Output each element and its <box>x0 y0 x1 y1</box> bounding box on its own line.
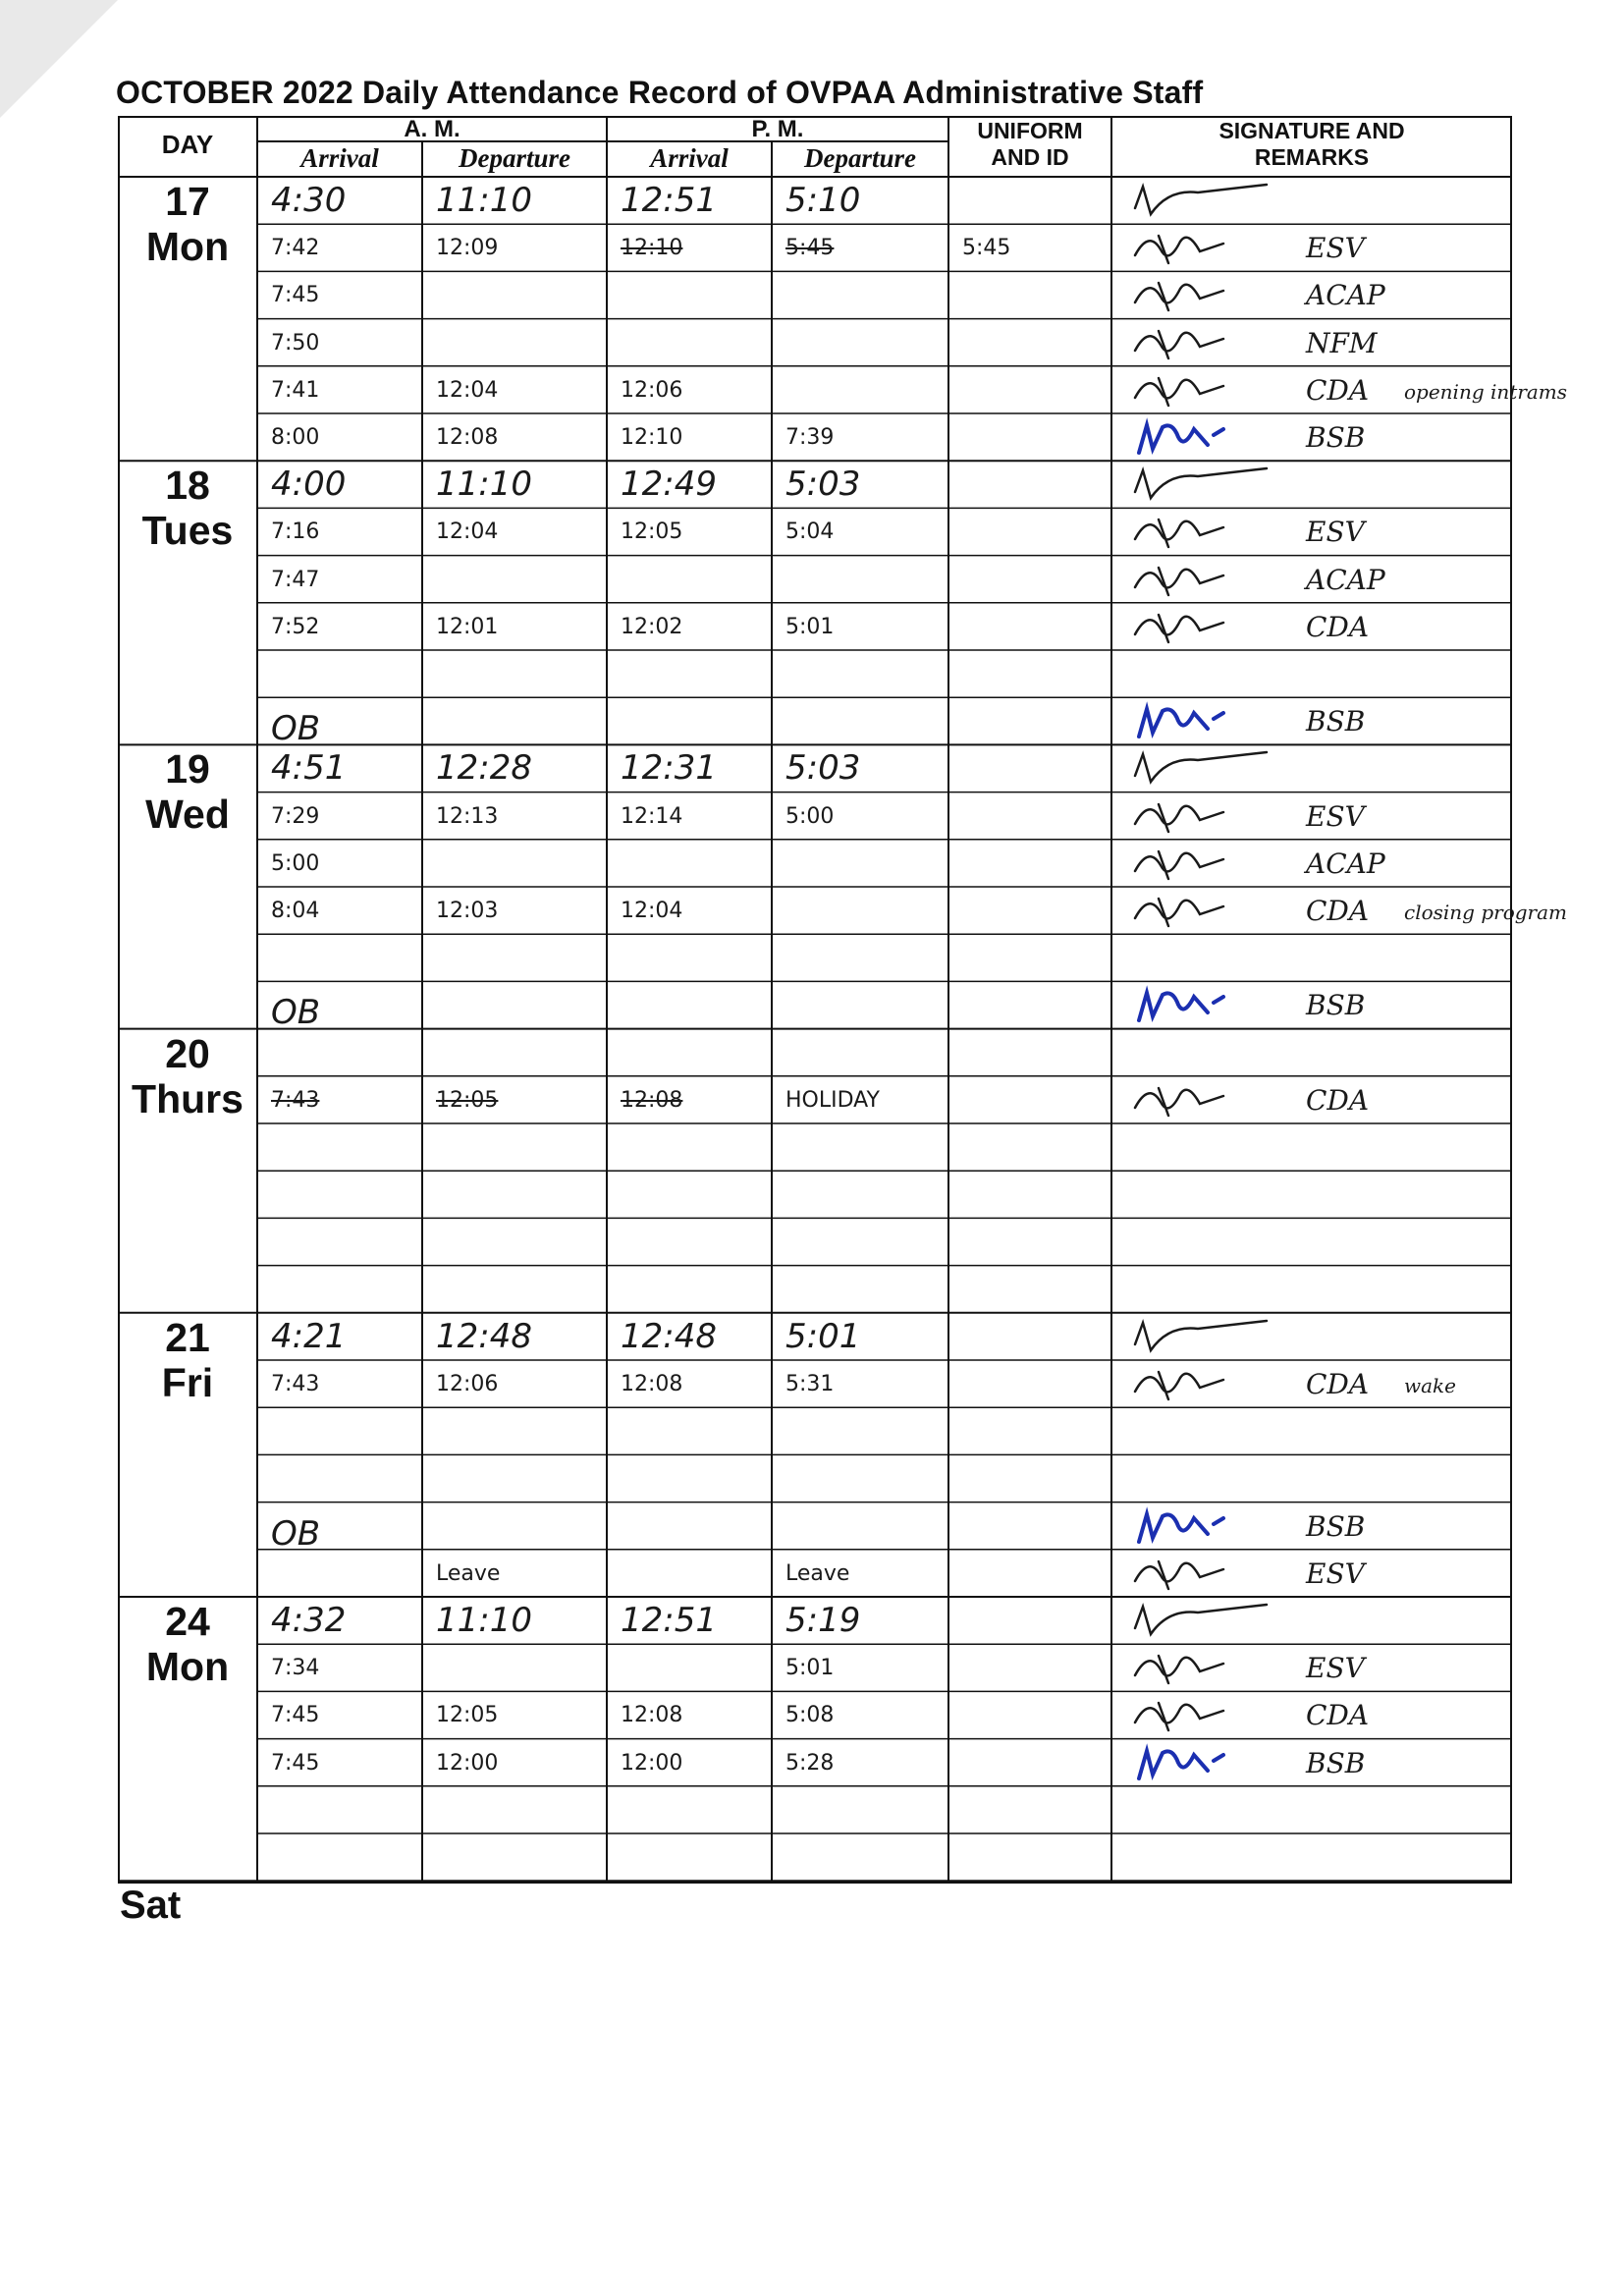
time-cell-pm-dep: 5:01 <box>785 1656 835 1681</box>
handwritten-signature <box>1129 1315 1276 1358</box>
header-pm: P. M. <box>751 116 804 142</box>
header-signature-line2: REMARKS <box>1254 144 1370 170</box>
time-cell-am-arr: 7:45 <box>271 1750 320 1776</box>
header-am-departure: Departure <box>459 143 570 173</box>
remark-initials: ACAP <box>1306 847 1385 880</box>
handwritten-signature <box>1129 699 1247 742</box>
remark-note: wake <box>1404 1374 1456 1397</box>
time-cell-am-arr: 7:47 <box>271 567 320 592</box>
time-cell-am-dep: 12:01 <box>436 614 499 639</box>
remark-initials: CDA <box>1306 1699 1370 1732</box>
handwritten-signature <box>1129 842 1247 885</box>
handwritten-signature <box>1129 226 1247 269</box>
time-cell-am-arr: OB <box>271 993 321 1033</box>
time-cell-am-dep: 12:05 <box>436 1703 499 1728</box>
remark-initials: CDA <box>1306 610 1370 643</box>
handwritten-signature <box>1129 1599 1276 1642</box>
time-cell-pm-dep: 5:19 <box>785 1601 861 1640</box>
time-cell-pm-dep: 5:31 <box>785 1372 835 1396</box>
remark-initials: CDA <box>1306 1083 1370 1117</box>
remark-initials: BSB <box>1306 989 1366 1022</box>
remark-initials: BSB <box>1306 705 1366 738</box>
handwritten-signature <box>1129 1362 1247 1405</box>
time-cell-pm-arr: 12:02 <box>621 614 683 639</box>
time-cell-am-dep: Leave <box>436 1560 501 1586</box>
time-cell-am-arr: 7:50 <box>271 330 320 355</box>
time-cell-am-dep: 12:00 <box>436 1750 499 1776</box>
time-cell-am-dep: 12:13 <box>436 803 499 829</box>
header-signature <box>1111 120 1512 169</box>
time-cell-am-arr: 7:45 <box>271 1703 320 1728</box>
time-cell-am-dep: 11:10 <box>436 181 532 220</box>
time-cell-pm-arr: 12:00 <box>621 1750 683 1776</box>
time-cell-am-dep: 12:05 <box>436 1087 499 1113</box>
remark-initials: ESV <box>1306 516 1365 549</box>
header-uniform-line1: UNIFORM <box>977 118 1083 143</box>
time-cell-pm-dep: 5:45 <box>785 236 835 261</box>
handwritten-signature <box>1129 1693 1247 1736</box>
day-number: 18 <box>165 463 210 509</box>
day-number: 17 <box>165 179 210 224</box>
time-cell-pm-dep: 7:39 <box>785 425 835 450</box>
header-pm-departure: Departure <box>804 143 916 173</box>
time-cell-am-dep: 12:06 <box>436 1372 499 1396</box>
time-cell-pm-arr: 12:08 <box>621 1372 683 1396</box>
time-cell-am-arr: 7:43 <box>271 1087 320 1113</box>
remark-note: opening intrams <box>1404 379 1568 404</box>
time-cell-pm-dep: 5:00 <box>785 803 835 829</box>
remark-note: closing program <box>1404 901 1567 924</box>
remark-initials: BSB <box>1306 421 1366 454</box>
header-signature-line1: SIGNATURE AND <box>1218 118 1405 143</box>
day-name: Thurs <box>132 1075 244 1121</box>
remark-initials: ESV <box>1306 799 1365 833</box>
time-cell-pm-arr: 12:06 <box>621 377 683 403</box>
handwritten-signature <box>1129 1078 1247 1121</box>
time-cell-pm-dep: 5:01 <box>785 1316 861 1356</box>
day-name: Mon <box>145 224 230 269</box>
remark-initials: CDA <box>1306 373 1370 407</box>
remark-initials: ACAP <box>1306 563 1385 596</box>
time-cell-pm-arr: 12:31 <box>621 748 717 789</box>
time-cell-am-dep: 12:04 <box>436 519 499 545</box>
time-cell-pm-arr: 12:51 <box>621 1601 717 1640</box>
time-cell-pm-dep: HOLIDAY <box>785 1087 880 1113</box>
time-cell-am-dep: 12:09 <box>436 236 499 261</box>
time-cell-am-dep: 12:03 <box>436 899 499 923</box>
time-cell-am-arr: 4:21 <box>271 1316 347 1356</box>
time-cell-pm-arr: 12:10 <box>621 236 683 261</box>
remark-initials: ESV <box>1306 1557 1365 1590</box>
handwritten-signature <box>1129 179 1276 222</box>
remark-initials: BSB <box>1306 1746 1366 1779</box>
handwritten-signature <box>1129 605 1247 648</box>
handwritten-signature <box>1129 1646 1247 1689</box>
time-cell-pm-dep: 5:03 <box>785 465 861 505</box>
time-cell-am-dep: 12:04 <box>436 377 499 403</box>
time-cell-pm-arr: 12:08 <box>621 1703 683 1728</box>
remark-initials: NFM <box>1306 326 1378 359</box>
handwritten-signature <box>1129 746 1276 790</box>
time-cell-am-arr: 4:32 <box>271 1601 347 1640</box>
time-cell-am-arr: 7:45 <box>271 283 320 308</box>
time-cell-am-arr: 7:41 <box>271 377 320 403</box>
time-cell-pm-dep: Leave <box>785 1560 850 1586</box>
handwritten-signature <box>1129 889 1247 932</box>
time-cell-pm-arr: 12:08 <box>621 1087 683 1113</box>
time-cell-pm-arr: 12:04 <box>621 899 683 923</box>
day-number: 24 <box>165 1599 210 1644</box>
time-cell-pm-dep: 5:10 <box>785 181 861 220</box>
time-cell-pm-arr: 12:05 <box>621 519 683 545</box>
time-cell-pm-dep: 5:01 <box>785 614 835 639</box>
time-cell-am-arr: 5:00 <box>271 850 320 876</box>
remark-initials: ESV <box>1306 1652 1365 1685</box>
handwritten-signature <box>1129 983 1247 1026</box>
time-cell-pm-arr: 12:14 <box>621 803 683 829</box>
handwritten-signature <box>1129 1741 1247 1784</box>
time-cell-am-dep: 12:08 <box>436 425 499 450</box>
page-corner-fold <box>0 0 118 118</box>
handwritten-signature <box>1129 558 1247 601</box>
time-cell-am-dep: 11:10 <box>436 1601 532 1640</box>
time-cell-am-arr: 4:00 <box>271 465 347 505</box>
handwritten-signature <box>1129 510 1247 553</box>
attendance-table <box>118 116 1568 1887</box>
time-cell-am-arr: 8:04 <box>271 899 320 923</box>
header-am: A. M. <box>404 116 460 142</box>
time-cell-pm-dep: 5:03 <box>785 748 861 789</box>
remark-initials: ACAP <box>1306 279 1385 312</box>
time-cell-am-arr: 7:29 <box>271 803 320 829</box>
header-uniform <box>948 120 1111 169</box>
page-title: OCTOBER 2022 Daily Attendance Record of OVPAA Administrative Staff <box>116 75 1204 110</box>
handwritten-signature <box>1129 1504 1247 1548</box>
time-cell-am-arr: 4:30 <box>271 181 347 220</box>
day-number: 21 <box>165 1314 210 1360</box>
day-name: Tues <box>141 508 234 554</box>
day-name: Wed <box>145 792 230 838</box>
time-cell-am-arr: 7:43 <box>271 1372 320 1396</box>
time-cell-pm-dep: 5:04 <box>785 519 835 545</box>
handwritten-signature <box>1129 368 1247 411</box>
header-uniform-line2: AND ID <box>991 144 1069 170</box>
handwritten-signature <box>1129 321 1247 364</box>
time-cell-am-dep: 12:48 <box>436 1316 532 1356</box>
time-cell-pm-arr: 12:51 <box>621 181 717 220</box>
day-name: Fri <box>161 1359 214 1405</box>
time-cell-am-dep: 11:10 <box>436 465 532 505</box>
time-cell-am-arr: 4:51 <box>271 748 347 789</box>
remark-initials: ESV <box>1306 232 1365 265</box>
time-cell-am-dep: 12:28 <box>436 748 532 789</box>
handwritten-signature <box>1129 1552 1247 1595</box>
header-pm-arrival: Arrival <box>650 143 729 173</box>
time-cell-am-arr: 8:00 <box>271 425 320 450</box>
time-cell-pm-dep: 5:08 <box>785 1703 835 1728</box>
time-cell-am-arr: 7:16 <box>271 519 320 545</box>
time-cell-pm-arr: 12:48 <box>621 1316 717 1356</box>
time-cell-am-arr: 7:42 <box>271 236 320 261</box>
handwritten-signature <box>1129 273 1247 316</box>
day-name: Mon <box>145 1644 230 1689</box>
day-number: 19 <box>165 746 210 793</box>
time-cell-am-arr: 7:34 <box>271 1656 320 1681</box>
header-day: DAY <box>161 130 214 159</box>
remark-initials: BSB <box>1306 1509 1366 1543</box>
time-cell-pm-dep: 5:28 <box>785 1750 835 1776</box>
footer-day-label: Sat <box>120 1884 182 1927</box>
time-cell-am-arr: OB <box>271 709 321 749</box>
remark-initials: CDA <box>1306 1368 1370 1400</box>
time-cell-am-arr: 7:52 <box>271 614 320 639</box>
time-cell-am-arr: OB <box>271 1513 321 1554</box>
time-cell-pm-arr: 12:49 <box>621 465 717 505</box>
time-cell-pm-arr: 12:10 <box>621 425 683 450</box>
remark-initials: CDA <box>1306 895 1370 927</box>
day-number: 20 <box>165 1030 210 1076</box>
handwritten-signature <box>1129 794 1247 838</box>
handwritten-signature <box>1129 415 1247 459</box>
handwritten-signature <box>1129 463 1276 506</box>
header-am-arrival: Arrival <box>300 143 379 173</box>
time-cell-uniform: 5:45 <box>962 236 1011 261</box>
